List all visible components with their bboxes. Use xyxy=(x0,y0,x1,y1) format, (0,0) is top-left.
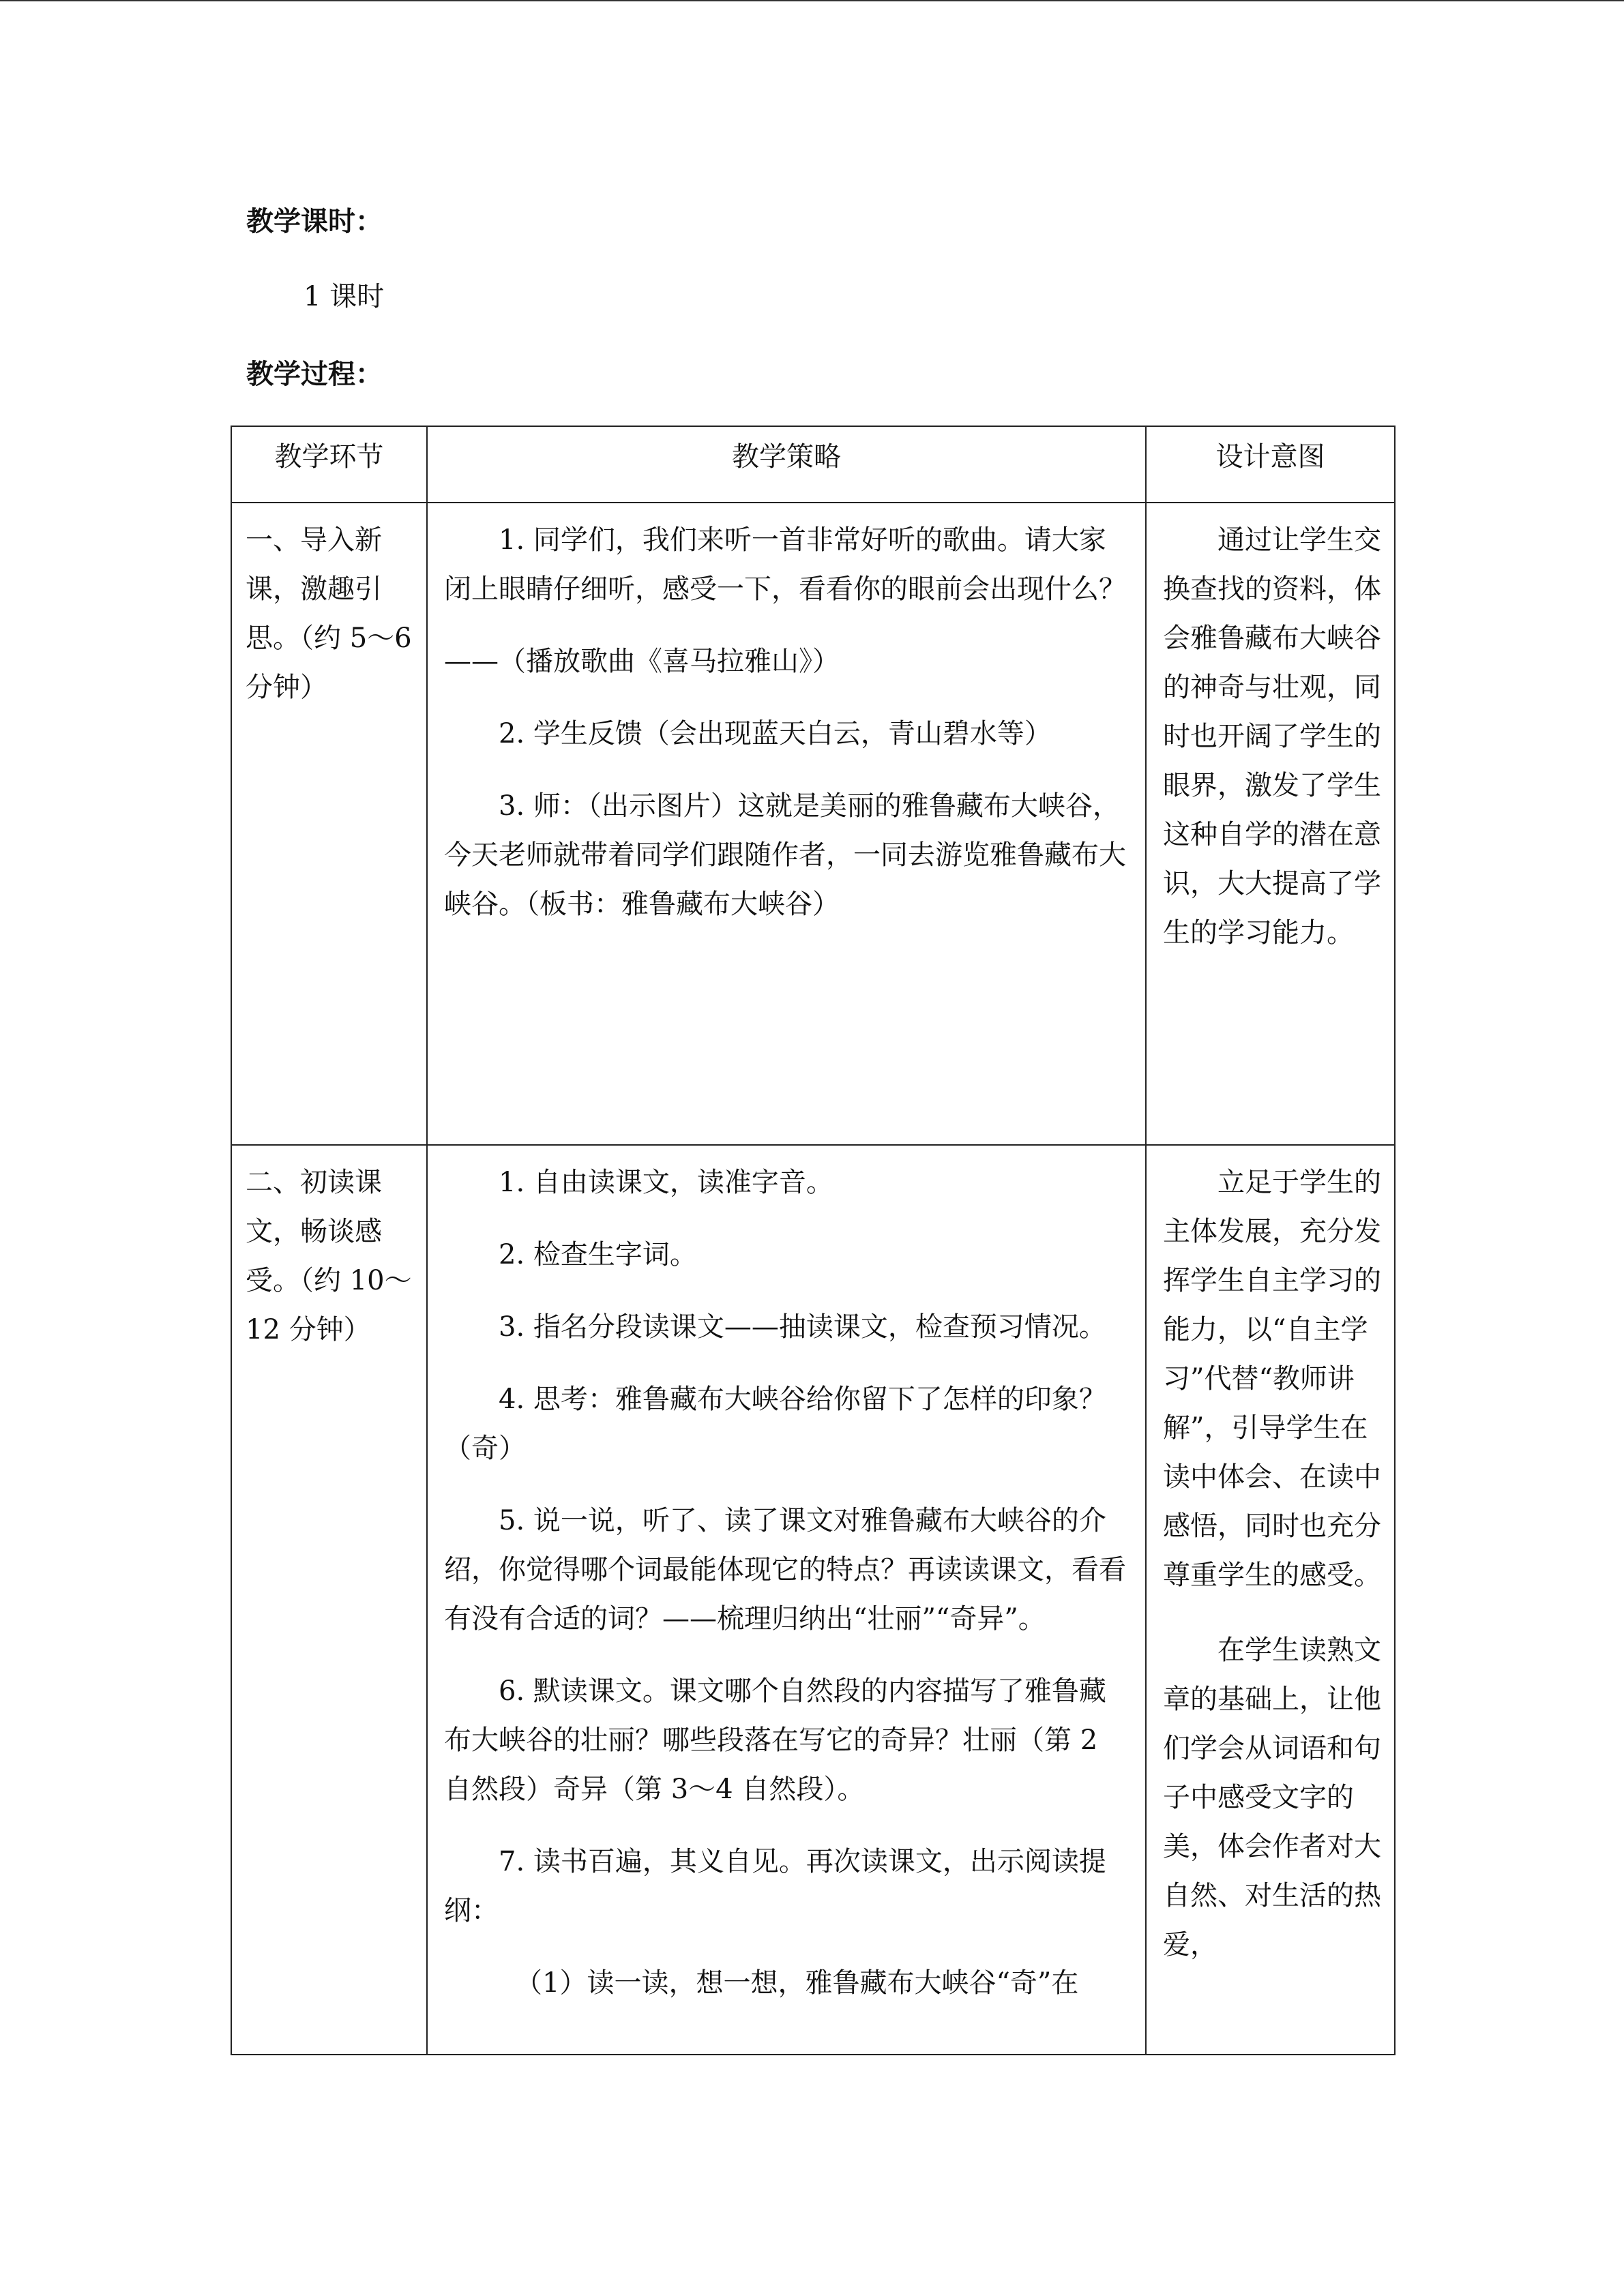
table-row xyxy=(231,503,1395,1145)
table-header-row xyxy=(231,426,1395,503)
lesson-plan-table xyxy=(231,426,1396,2055)
column-header-intent: 设计意图 xyxy=(1146,426,1395,503)
hours-value: 1 课时 xyxy=(304,281,385,312)
strategy-step: （1）读一读，想一想，雅鲁藏布大峡谷“奇”在 xyxy=(515,1967,1079,1999)
column-header-strategy: 教学策略 xyxy=(427,426,1146,503)
strategy-step: 3. 师：（出示图片）这就是美丽的雅鲁藏布大峡谷，今天老师就带着同学们跟随作者，一同去游览雅鲁藏布大峡谷。（板书：雅鲁藏布大峡谷） xyxy=(444,790,1126,920)
strategy-step: 6. 默读课文。课文哪个自然段的内容描写了雅鲁藏布大峡谷的壮丽？哪些段落在写它的奇异？壮丽（第 2 自然段）奇异（第 3～4 自然段）。 xyxy=(444,1675,1106,1805)
hours-heading: 教学课时： xyxy=(246,206,383,237)
column-header-stage: 教学环节 xyxy=(231,426,427,503)
strategy-step: 2. 检查生字词。 xyxy=(499,1239,697,1270)
stage-text: 二、初读课文，畅谈感受。（约 10～12 分钟） xyxy=(246,1167,412,1345)
strategy-cell xyxy=(427,503,1146,1145)
intent-cell xyxy=(1146,503,1395,1145)
strategy-step: 5. 说一说，听了、读了课文对雅鲁藏布大峡谷的介绍，你觉得哪个词最能体现它的特点？再读读课文，看看有没有合适的词？——梳理归纳出“壮丽”“奇异”。 xyxy=(444,1505,1126,1635)
intent-paragraph: 通过让学生交换查找的资料，体会雅鲁藏布大峡谷的神奇与壮观，同时也开阔了学生的眼界，激发了学生这种自学的潜在意识，大大提高了学生的学习能力。 xyxy=(1163,524,1381,949)
process-heading: 教学过程： xyxy=(246,359,383,390)
page-top-border xyxy=(0,0,1624,1)
intent-cell xyxy=(1146,1145,1395,2055)
strategy-step: ——（播放歌曲《喜马拉雅山》） xyxy=(444,646,840,677)
strategy-step: 2. 学生反馈（会出现蓝天白云，青山碧水等） xyxy=(499,718,1052,749)
strategy-step: 4. 思考：雅鲁藏布大峡谷给你留下了怎样的印象？（奇） xyxy=(444,1384,1106,1464)
strategy-cell xyxy=(427,1145,1146,2055)
stage-cell xyxy=(231,503,427,1145)
strategy-step: 1. 自由读课文，读准字音。 xyxy=(499,1167,833,1198)
stage-cell xyxy=(231,1145,427,2055)
strategy-step: 7. 读书百遍，其义自见。再次读课文，出示阅读提纲： xyxy=(444,1846,1106,1926)
intent-paragraph: 在学生读熟文章的基础上，让他们学会从词语和句子中感受文字的美，体会作者对大自然、对生活的热爱， xyxy=(1163,1635,1381,1960)
stage-text: 一、导入新课，激趣引思。（约 5～6 分钟） xyxy=(246,524,412,703)
strategy-step: 3. 指名分段读课文——抽读课文，检查预习情况。 xyxy=(499,1311,1106,1343)
table-row xyxy=(231,1145,1395,2055)
intent-paragraph: 立足于学生的主体发展，充分发挥学生自主学习的能力，以“自主学习”代替“教师讲解”，引导学生在读中体会、在读中感悟，同时也充分尊重学生的感受。 xyxy=(1163,1167,1381,1591)
strategy-step: 1. 同学们，我们来听一首非常好听的歌曲。请大家闭上眼睛仔细听，感受一下，看看你的眼前会出现什么？ xyxy=(444,524,1126,605)
